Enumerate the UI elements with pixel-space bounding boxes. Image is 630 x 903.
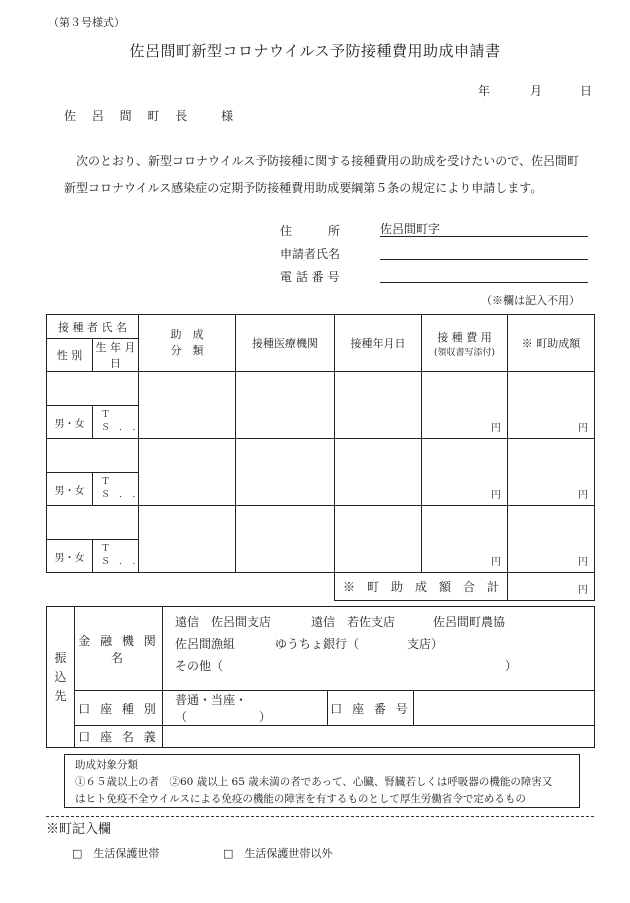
gender-options: 男・女 <box>54 552 85 564</box>
town-use-heading: ※町記入欄 <box>46 822 112 837</box>
date-year-label: 年 <box>478 84 491 98</box>
application-statement <box>64 148 604 202</box>
vaccination-date-cell[interactable] <box>335 506 422 573</box>
era-taisho: Ｔ <box>101 544 111 554</box>
era-showa: Ｓ ． ． <box>101 423 142 433</box>
checkbox-non-welfare-household[interactable]: □ 生活保護世帯以外 <box>223 847 333 860</box>
vaccination-table <box>46 314 595 601</box>
institution-options[interactable] <box>163 607 595 691</box>
fee-cell[interactable] <box>422 439 508 506</box>
subsidy-category-line: はヒト免疫不全ウイルスによる免疫の機能の障害を有するものとして厚生労働省令で定めるもの <box>75 793 526 805</box>
yen-unit: 円 <box>578 490 588 501</box>
yen-unit: 円 <box>491 557 501 568</box>
cut-line <box>46 816 594 817</box>
form-number: （第３号様式） <box>48 16 125 29</box>
option-enshin-wakasa[interactable]: 遠信 若佐支店 <box>311 615 396 629</box>
remittance-label: 振 込 先 <box>47 607 75 748</box>
header-fee-receipt-note: (領収書写添付) <box>433 347 496 358</box>
subsidy-category-heading: 助成対象分類 <box>75 759 138 771</box>
bank-transfer-table <box>46 606 595 748</box>
total-amount-cell <box>508 573 595 601</box>
account-holder-label: 口 座 名 義 <box>75 726 163 748</box>
institution-row <box>175 633 594 655</box>
applicant-name-field[interactable] <box>380 243 588 260</box>
note-not-required: （※欄は記入不用） <box>481 294 580 307</box>
address-label: 住 所 <box>280 224 341 238</box>
subsidy-class-cell[interactable] <box>139 439 236 506</box>
header-clinic: 接種医療機関 <box>236 315 335 372</box>
subsidy-category-line: ①６５歳以上の者 ②60 歳以上 65 歳未満の者であって、心臓、腎臓若しくは呼吸器の機能の障害又 <box>75 776 553 788</box>
vaccinee-name-cell[interactable] <box>47 372 139 406</box>
option-saroma-fishery[interactable]: 佐呂間漁組 <box>175 637 236 651</box>
fee-cell[interactable] <box>422 372 508 439</box>
yen-unit: 円 <box>578 585 588 596</box>
header-vaccination-date: 接種年月日 <box>335 315 422 372</box>
gender-cell[interactable] <box>47 406 93 439</box>
vaccinee-name-cell[interactable] <box>47 439 139 473</box>
yen-unit: 円 <box>578 423 588 434</box>
statement-line: 次のとおり、新型コロナウイルス予防接種に関する接種費用の助成を受けたいので、佐呂間町 <box>76 154 580 168</box>
vaccination-date-cell[interactable] <box>335 439 422 506</box>
option-yucho-bank[interactable]: ゆうちょ銀行（ <box>275 637 360 651</box>
dob-cell[interactable] <box>93 406 142 439</box>
header-town-subsidy: ※ 町助成額 <box>508 315 595 372</box>
subsidy-class-cell[interactable] <box>139 372 236 439</box>
institution-row <box>175 611 594 633</box>
yen-unit: 円 <box>578 557 588 568</box>
header-fee-label: 接 種 費 用 <box>437 330 492 344</box>
date-month-label: 月 <box>530 84 543 98</box>
checkbox-welfare-household[interactable]: □ 生活保護世帯 <box>72 847 160 860</box>
total-spacer <box>47 573 335 601</box>
phone-label: 電 話 番 号 <box>280 270 340 284</box>
clinic-cell[interactable] <box>236 439 335 506</box>
gender-cell[interactable] <box>47 473 93 506</box>
yucho-branch-suffix: 支店） <box>407 637 444 651</box>
vaccination-date-cell[interactable] <box>335 372 422 439</box>
subsidy-category-box <box>64 754 580 808</box>
vaccinee-name-cell[interactable] <box>47 506 139 540</box>
gender-cell[interactable] <box>47 540 93 573</box>
institution-row <box>175 655 594 677</box>
era-taisho: Ｔ <box>101 477 111 487</box>
form-title: 佐呂間町新型コロナウイルス予防接種費用助成申請書 <box>129 42 501 60</box>
applicant-name-label: 申請者氏名 <box>280 247 341 261</box>
addressee: 佐 呂 間 町 長 様 <box>64 109 240 123</box>
phone-field[interactable] <box>380 266 588 283</box>
yen-unit: 円 <box>491 490 501 501</box>
subsidy-class-cell[interactable] <box>139 506 236 573</box>
header-dob: 生 年 月 日 <box>93 339 139 372</box>
account-holder-field[interactable] <box>163 726 595 748</box>
clinic-cell[interactable] <box>236 372 335 439</box>
institution-label: 金 融 機 関 名 <box>75 607 163 691</box>
town-subsidy-cell <box>508 372 595 439</box>
option-enshin-saroma[interactable]: 遠信 佐呂間支店 <box>175 615 272 629</box>
dob-cell[interactable] <box>93 473 142 506</box>
fee-cell[interactable] <box>422 506 508 573</box>
statement-line: 新型コロナウイルス感染症の定期予防接種費用助成要綱第５条の規定により申請します。 <box>64 181 543 195</box>
total-label: ※ 町 助 成 額 合 計 <box>335 573 508 601</box>
account-number-label: 口 座 番 号 <box>328 691 414 726</box>
option-other[interactable]: その他（ <box>175 659 224 673</box>
dob-cell[interactable] <box>93 540 142 573</box>
yen-unit: 円 <box>491 423 501 434</box>
option-ja-saroma[interactable]: 佐呂間町農協 <box>433 615 506 629</box>
account-type-options[interactable]: 普通・当座・（ ） <box>163 691 328 726</box>
era-showa: Ｓ ． ． <box>101 557 142 567</box>
header-gender: 性 別 <box>47 339 93 372</box>
address-field[interactable] <box>380 220 588 237</box>
clinic-cell[interactable] <box>236 506 335 573</box>
header-vaccinee-name: 接 種 者 氏 名 <box>47 315 139 339</box>
address-prefix: 佐呂間町字 <box>380 222 441 236</box>
era-taisho: Ｔ <box>101 410 111 420</box>
account-type-label: 口 座 種 別 <box>75 691 163 726</box>
gender-options: 男・女 <box>54 418 85 430</box>
town-subsidy-cell <box>508 506 595 573</box>
account-number-field[interactable] <box>414 691 595 726</box>
era-showa: Ｓ ． ． <box>101 490 142 500</box>
town-subsidy-cell <box>508 439 595 506</box>
header-fee <box>422 315 508 372</box>
other-close-paren: ） <box>505 659 518 673</box>
date-day-label: 日 <box>580 84 593 98</box>
header-subsidy-class: 助 成 分 類 <box>139 315 236 372</box>
gender-options: 男・女 <box>54 485 85 497</box>
